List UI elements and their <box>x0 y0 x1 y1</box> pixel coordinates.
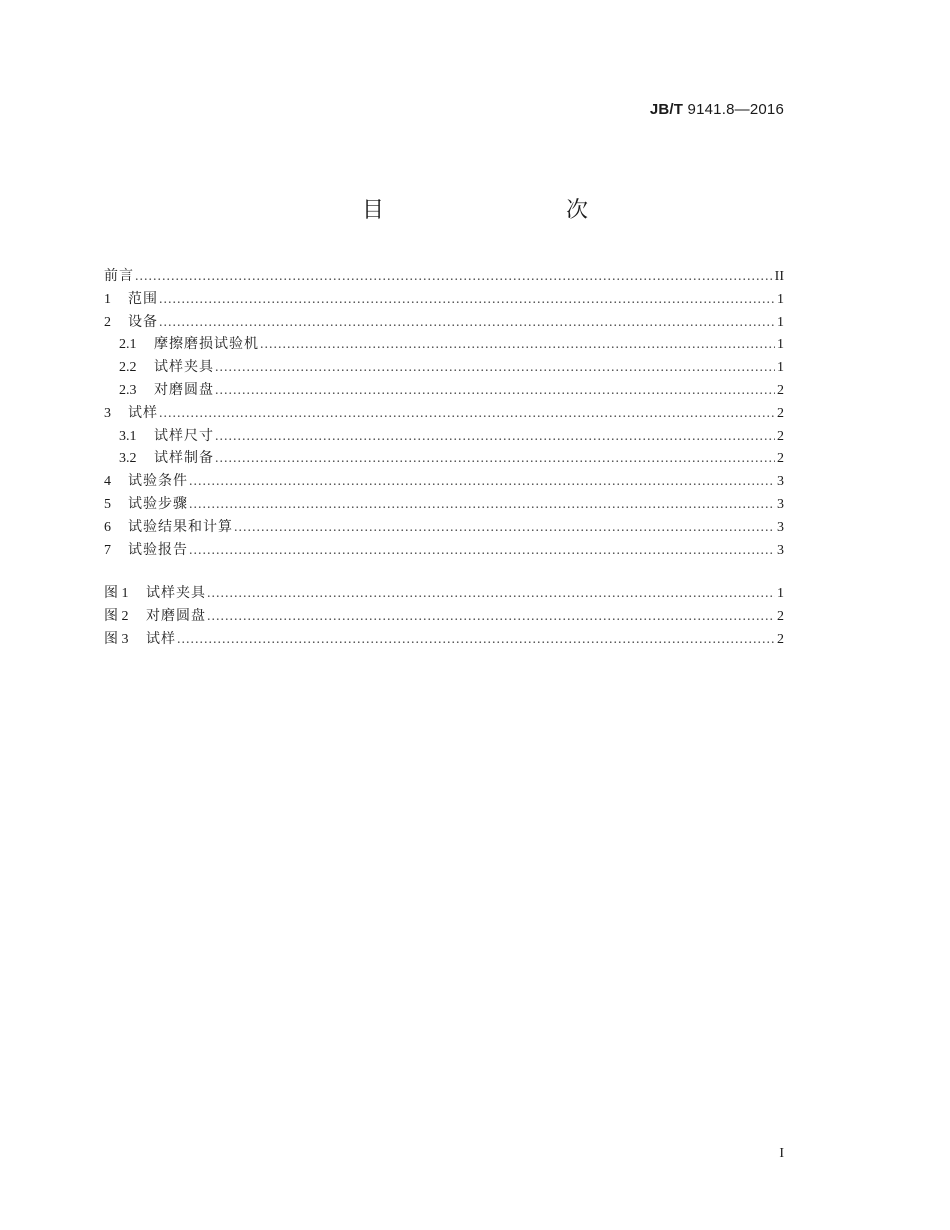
entry-number: 1 <box>104 291 111 307</box>
entry-page: 1 <box>777 360 784 376</box>
entry-title: 试验报告 <box>128 542 188 558</box>
dot-leader <box>260 337 775 353</box>
dot-leader <box>159 315 775 331</box>
entry-page: 1 <box>777 586 784 601</box>
entry-page: 3 <box>777 496 784 512</box>
dot-leader <box>189 497 775 513</box>
entry-number: 3 <box>104 405 111 421</box>
entry-number: 2.1 <box>119 337 137 353</box>
entry-title: 试样 <box>128 405 158 421</box>
figure-entry[interactable] <box>104 605 784 628</box>
entry-title: 试样夹具 <box>154 360 214 376</box>
entry-number: 图 2 <box>104 608 129 624</box>
entry-title: 试验步骤 <box>128 496 188 512</box>
table-of-contents <box>104 265 784 561</box>
entry-title: 前言 <box>104 269 134 284</box>
entry-number: 图 1 <box>104 586 129 601</box>
dot-leader <box>207 609 775 625</box>
entry-page: 3 <box>777 474 784 490</box>
entry-page: 1 <box>777 291 784 307</box>
toc-entry[interactable] <box>104 356 784 379</box>
entry-number: 图 3 <box>104 631 129 647</box>
entry-number: 2.3 <box>119 382 137 398</box>
dot-leader <box>189 474 775 490</box>
entry-title: 试样制备 <box>154 451 214 467</box>
dot-leader <box>159 292 775 308</box>
standard-code <box>650 101 784 118</box>
dot-leader <box>234 520 775 536</box>
toc-entry[interactable] <box>104 402 784 425</box>
entry-number: 5 <box>104 496 111 512</box>
entry-page: 1 <box>777 314 784 330</box>
entry-title: 试样夹具 <box>146 586 206 601</box>
toc-entry[interactable] <box>104 333 784 356</box>
toc-entry[interactable] <box>104 379 784 402</box>
dot-leader <box>189 543 775 559</box>
entry-number: 3.1 <box>119 428 137 444</box>
toc-entry[interactable] <box>104 539 784 562</box>
toc-entry[interactable] <box>104 425 784 448</box>
entry-title: 试验条件 <box>128 474 188 490</box>
toc-entry[interactable] <box>104 470 784 493</box>
entry-page: 2 <box>777 405 784 421</box>
dot-leader <box>215 451 775 467</box>
standard-number: 9141.8—2016 <box>687 101 784 118</box>
entry-page: 2 <box>777 608 784 624</box>
toc-entry[interactable] <box>104 516 784 539</box>
list-of-figures <box>104 582 784 650</box>
dot-leader <box>159 406 775 422</box>
entry-title: 摩擦磨损试验机 <box>154 337 259 353</box>
toc-entry[interactable] <box>104 493 784 516</box>
toc-entry[interactable] <box>104 265 784 288</box>
entry-number: 4 <box>104 474 111 490</box>
toc-entry[interactable] <box>104 288 784 311</box>
dot-leader <box>207 586 775 602</box>
entry-title: 试验结果和计算 <box>128 519 233 535</box>
entry-page: II <box>774 269 784 284</box>
entry-number: 3.2 <box>119 451 137 467</box>
dot-leader <box>215 383 775 399</box>
entry-page: 3 <box>777 519 784 535</box>
entry-page: 2 <box>777 631 784 647</box>
entry-page: 2 <box>777 428 784 444</box>
page-number: I <box>779 1146 784 1161</box>
page-title: 目 次 <box>361 198 634 223</box>
figure-entry[interactable] <box>104 582 784 605</box>
entry-page: 3 <box>777 542 784 558</box>
toc-entry[interactable] <box>104 447 784 470</box>
entry-title: 设备 <box>128 314 158 330</box>
entry-title: 范围 <box>128 291 158 307</box>
dot-leader <box>135 269 774 285</box>
toc-entry[interactable] <box>104 311 784 334</box>
entry-title: 试样尺寸 <box>154 428 214 444</box>
entry-page: 2 <box>777 382 784 398</box>
dot-leader <box>215 429 775 445</box>
entry-title: 对磨圆盘 <box>146 608 206 624</box>
entry-number: 2 <box>104 314 111 330</box>
entry-number: 6 <box>104 519 111 535</box>
standard-prefix: JB/T <box>649 101 684 118</box>
entry-title: 试样 <box>146 631 176 647</box>
dot-leader <box>177 632 775 648</box>
entry-page: 1 <box>777 337 784 353</box>
dot-leader <box>215 360 775 376</box>
entry-number: 7 <box>104 542 111 558</box>
entry-number: 2.2 <box>119 360 137 376</box>
entry-title: 对磨圆盘 <box>154 382 214 398</box>
entry-page: 2 <box>777 451 784 467</box>
figure-entry[interactable] <box>104 628 784 651</box>
